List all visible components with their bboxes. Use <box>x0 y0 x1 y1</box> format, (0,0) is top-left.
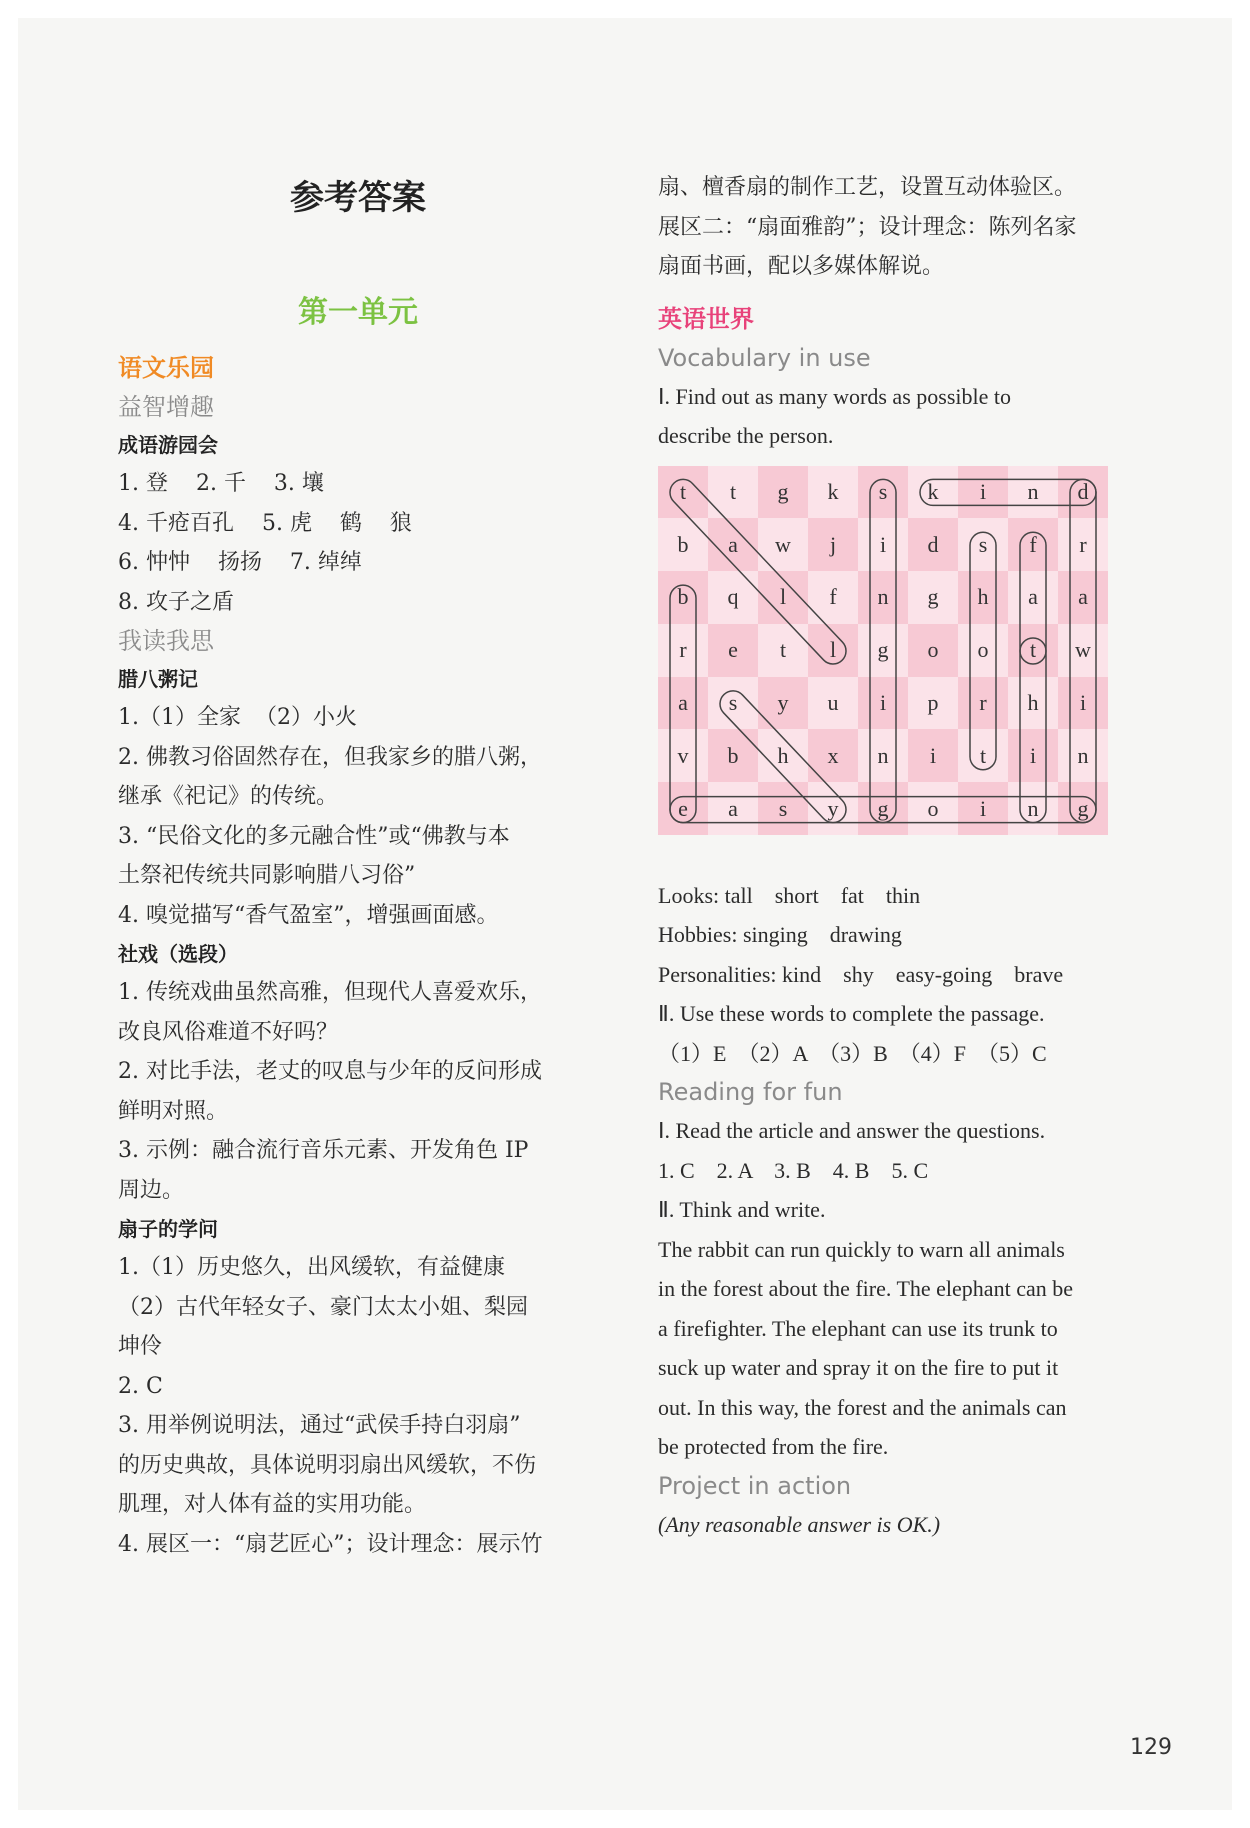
answer-line: 3. 用举例说明法，通过“武侯手持白羽扇” <box>118 1413 521 1438</box>
page <box>18 18 1232 1810</box>
answer-personalities: Personalities: kind shy easy-going brave <box>658 961 1064 987</box>
passage-line: a firefighter. The elephant can use its trunk to <box>658 1315 1058 1341</box>
grid-letter: f <box>1029 531 1037 557</box>
grid-letter: b <box>677 531 689 557</box>
answer-line: 4. 嗅觉描写“香气盈室”，增强画面感。 <box>118 902 499 928</box>
grid-letter: a <box>678 690 688 716</box>
shexi-answers <box>118 973 598 1210</box>
grid-letter: d <box>927 531 939 557</box>
heading-laba: 腊八粥记 <box>118 667 198 691</box>
answer-line: 周边。 <box>118 1177 185 1203</box>
grid-letter: g <box>777 478 789 504</box>
fan-answers <box>118 1248 598 1564</box>
subsection-reading-fun: Reading for fun <box>658 1078 843 1106</box>
grid-letter: g <box>877 637 889 663</box>
question-line: Ⅰ. Find out as many words as possible to <box>658 383 1011 409</box>
grid-letter: u <box>827 690 839 716</box>
grid-letter: i <box>979 478 987 504</box>
grid-letter: y <box>827 795 839 821</box>
grid-letter: e <box>728 637 738 663</box>
grid-letter: i <box>1029 742 1037 768</box>
answer-line: 2. 对比手法，老丈的叹息与少年的反问形成 <box>118 1059 542 1084</box>
grid-letter: n <box>1027 478 1039 504</box>
grid-letter: s <box>728 690 738 716</box>
unit-title: 第一单元 <box>298 295 418 330</box>
grid-letter: n <box>1077 742 1089 768</box>
answer-line: 鲜明对照。 <box>118 1098 229 1124</box>
grid-letter: j <box>829 531 837 557</box>
grid-letter: i <box>879 531 887 557</box>
grid-letter: x <box>827 742 839 768</box>
grid-letter: b <box>727 742 739 768</box>
passage <box>658 1230 1138 1467</box>
grid-letter: n <box>1027 795 1039 821</box>
answer-line: 扇面书画，配以多媒体解说。 <box>658 254 945 279</box>
passage-line: The rabbit can run quickly to warn all animals <box>658 1236 1065 1262</box>
grid-letter: r <box>679 637 687 663</box>
grid-letter: g <box>927 584 939 610</box>
grid-letter: i <box>979 795 987 821</box>
answer-line: 继承《祀记》的传统。 <box>118 784 339 809</box>
grid-letter: h <box>777 742 789 768</box>
grid-letter: n <box>877 742 889 768</box>
grid-letter: t <box>779 637 787 663</box>
page-number: 129 <box>1130 1735 1172 1760</box>
grid-letter: g <box>1077 795 1089 821</box>
answer-line: 2. 佛教习俗固然存在，但我家乡的腊八粥， <box>118 744 542 770</box>
grid-letter: s <box>778 795 788 821</box>
grid-letter: n <box>877 584 889 610</box>
word-search-grid <box>658 466 1108 836</box>
grid-letter: i <box>879 690 887 716</box>
answer-line: 1.（1）全家 （2）小火 <box>118 705 357 730</box>
answer-line: 1.（1）历史悠久，出风缓软，有益健康 <box>118 1255 505 1280</box>
answer-line: 1. 登 2. 千 3. 壤 <box>118 471 324 496</box>
answer-line: 改良风俗难道不好吗？ <box>118 1019 339 1045</box>
grid-letter: b <box>677 584 689 610</box>
passage-line: out. In this way, the forest and the animals can <box>658 1394 1067 1420</box>
section-title-chinese: 语文乐园 <box>118 354 214 382</box>
final-answer: (Any reasonable answer is OK.) <box>658 1511 941 1537</box>
left-column <box>118 168 598 1564</box>
answer-line: 2. C <box>118 1373 163 1399</box>
grid-letter: e <box>678 795 688 821</box>
grid-letter: t <box>679 478 687 504</box>
subsection-reading: 我读我思 <box>118 627 214 655</box>
answer-line: 4. 千疮百孔 5. 虎 鹤 狼 <box>118 510 412 536</box>
answer-line: （1）E （2）A （3）B （4）F （5）C <box>658 1040 1047 1066</box>
question-line: describe the person. <box>658 423 834 448</box>
grid-letter: l <box>829 637 837 663</box>
grid-letter: h <box>1027 690 1039 716</box>
answer-hobbies: Hobbies: singing drawing <box>658 922 902 947</box>
grid-letter: r <box>1079 531 1087 557</box>
heading-shexi: 社戏（选段） <box>118 942 238 966</box>
grid-letter: o <box>977 637 989 663</box>
laba-answers <box>118 698 598 935</box>
passage-line: in the forest about the fire. The elephant can be <box>658 1276 1073 1301</box>
grid-letter: a <box>728 795 738 821</box>
grid-letter: w <box>1075 637 1091 663</box>
answer-line: 1. 传统戏曲虽然高雅，但现代人喜爱欢乐， <box>118 980 542 1005</box>
grid-letter: a <box>1078 584 1088 610</box>
fan-answers-continued <box>658 168 1138 287</box>
grid-letter: i <box>929 742 937 768</box>
grid-letter: l <box>779 584 787 610</box>
answer-line: 展区二：“扇面雅韵”；设计理念：陈列名家 <box>658 214 1077 240</box>
grid-letter: a <box>728 531 738 557</box>
grid-letter: y <box>777 690 789 716</box>
answer-line: 3. 示例：融合流行音乐元素、开发角色 IP <box>118 1138 529 1163</box>
answer-line: 1. C 2. A 3. B 4. B 5. C <box>658 1157 929 1183</box>
question-line: Ⅱ. Think and write. <box>658 1197 826 1222</box>
answer-line: 8. 攻子之盾 <box>118 589 234 615</box>
grid-letter: w <box>775 531 791 557</box>
idiom-answers <box>118 464 598 622</box>
grid-letter: h <box>977 584 989 610</box>
grid-letter: o <box>927 637 939 663</box>
page-title: 参考答案 <box>290 178 426 218</box>
right-column <box>658 168 1138 1544</box>
grid-letter: q <box>727 584 739 610</box>
grid-letter: o <box>927 795 939 821</box>
answer-line: 肌理，对人体有益的实用功能。 <box>118 1492 427 1517</box>
subsection-project: Project in action <box>658 1471 852 1500</box>
grid-letter: f <box>829 584 837 610</box>
passage-line: suck up water and spray it on the fire to put it <box>658 1355 1059 1380</box>
answer-line: 土祭祀传统共同影响腊八习俗” <box>118 863 416 888</box>
grid-letter: s <box>878 478 888 504</box>
answer-looks: Looks: tall short fat thin <box>658 882 921 908</box>
grid-letter: s <box>978 531 988 557</box>
grid-letter: r <box>979 690 987 716</box>
question-line: Ⅰ. Read the article and answer the questions. <box>658 1118 1046 1143</box>
grid-letter: p <box>927 690 939 716</box>
answer-line: 的历史典故，具体说明羽扇出风缓软，不伤 <box>118 1452 537 1478</box>
grid-letter: k <box>927 478 939 504</box>
grid-letter: t <box>729 478 737 504</box>
grid-letter: t <box>1029 637 1037 663</box>
answer-line: （2）古代年轻女子、豪门太太小姐、梨园 <box>118 1294 528 1320</box>
heading-idioms: 成语游园会 <box>118 433 218 457</box>
question-line: Ⅱ. Use these words to complete the passage. <box>658 1001 1045 1026</box>
grid-letter: t <box>979 742 987 768</box>
passage-line: be protected from the fire. <box>658 1434 889 1459</box>
answer-line: 3. “民俗文化的多元融合性”或“佛教与本 <box>118 823 510 849</box>
answer-line: 扇、檀香扇的制作工艺，设置互动体验区。 <box>658 175 1077 200</box>
grid-letter: a <box>1028 584 1038 610</box>
section-title-english: 英语世界 <box>658 304 754 333</box>
subsection-vocabulary: Vocabulary in use <box>658 343 871 372</box>
grid-letter: v <box>677 742 689 768</box>
grid-letter: d <box>1077 478 1089 504</box>
answer-line: 6. 忡忡 扬扬 7. 绰绰 <box>118 550 362 575</box>
subsection-fun: 益智增趣 <box>118 393 214 421</box>
grid-letter: g <box>877 795 889 821</box>
heading-fan: 扇子的学问 <box>118 1217 218 1241</box>
answer-line: 4. 展区一：“扇艺匠心”；设计理念：展示竹 <box>118 1531 543 1557</box>
answer-line: 坤伶 <box>118 1334 163 1359</box>
grid-letter: k <box>827 478 839 504</box>
grid-letter: i <box>1079 690 1087 716</box>
